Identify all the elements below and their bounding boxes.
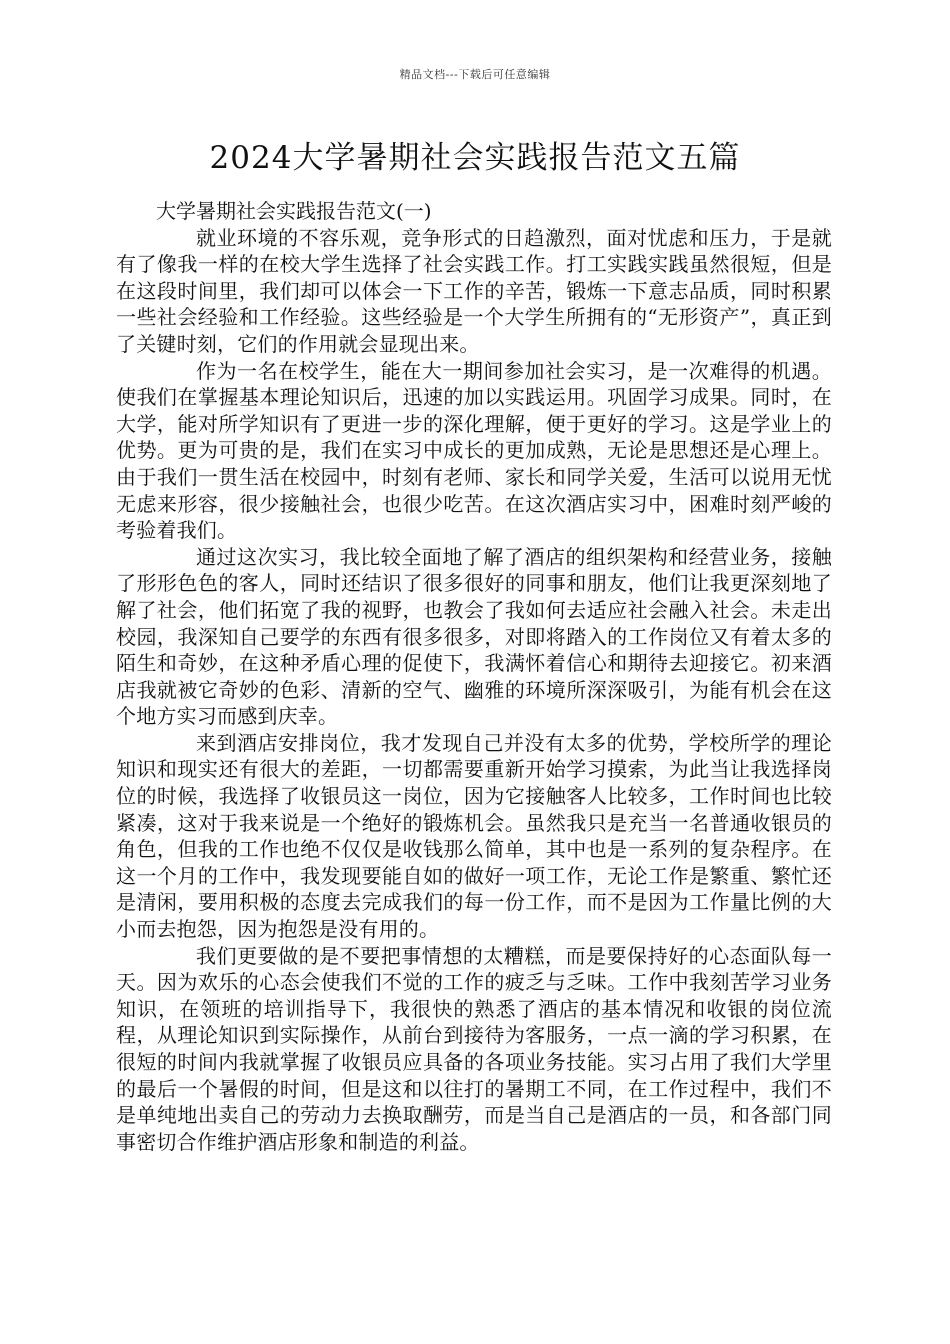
paragraph-4: 来到酒店安排岗位，我才发现自己并没有太多的优势，学校所学的理论知识和现实还有很大的差距，一切都需要重新开始学习摸索，为此当让我选择岗位的时候，我选择了收银员这一岗位，因为它接触客人比较多，工作时间也比较紧凑，这对于我来说是一个绝好的锻炼机会。虽然我只是充当一名普通收银员的角色，但我的工作也绝不仅仅是收钱那么简单，其中也是一系列的复杂程序。在这一个月的工作中，我发现要能自如的做好一项工作，无论工作是繁重、繁忙还是清闲，要用积极的态度去完成我们的每一份工作，而不是因为工作量比例的大小而去抱怨，因为抱怨是没有用的。 [116, 730, 832, 942]
section-heading: 大学暑期社会实践报告范文(一) [156, 199, 432, 223]
paragraph-5: 我们更要做的是不要把事情想的太糟糕，而是要保持好的心态面队每一天。因为欢乐的心态会使我们不觉的工作的疲乏与乏味。工作中我刻苦学习业务知识，在领班的培训指导下，我很快的熟悉了酒店的基本情况和收银的岗位流程，从理论知识到实际操作，从前台到接待为客服务，一点一滴的学习积累，在很短的时间内我就掌握了收银员应具备的各项业务技能。实习占用了我们大学里的最后一个暑假的时间，但是这和以往打的暑期工不同，在工作过程中，我们不是单纯地出卖自己的劳动力去换取酬劳，而是当自己是酒店的一员，和各部门同事密切合作维护酒店形象和制造的利益。 [116, 943, 832, 1154]
document-body [116, 198, 832, 1155]
header-note: 精品文档---下载后可任意编辑 [399, 68, 551, 81]
paragraph-3: 通过这次实习，我比较全面地了解了酒店的组织架构和经营业务，接触了形形色色的客人，同时还结识了很多很好的同事和朋友，他们让我更深刻地了解了社会，他们拓宽了我的视野，也教会了我如何去适应社会融入社会。未走出校园，我深知自己要学的东西有很多很多，对即将踏入的工作岗位又有着太多的陌生和奇妙，在这种矛盾心理的促使下，我满怀着信心和期待去迎接它。初来酒店我就被它奇妙的色彩、清新的空气、幽雅的环境所深深吸引，为能有机会在这个地方实习而感到庆幸。 [116, 544, 832, 729]
paragraph-2: 作为一名在校学生，能在大一期间参加社会实习，是一次难得的机遇。使我们在掌握基本理论知识后，迅速的加以实践运用。巩固学习成果。同时，在大学，能对所学知识有了更进一步的深化理解，便于更好的学习。这是学业上的优势。更为可贵的是，我们在实习中成长的更加成熟，无论是思想还是心理上。由于我们一贯生活在校园中，时刻有老师、家长和同学关爱，生活可以说用无忧无虑来形容，很少接触社会，也很少吃苦。在这次酒店实习中，困难时刻严峻的考验着我们。 [116, 358, 832, 543]
paragraph-1: 就业环境的不容乐观，竞争形式的日趋激烈，面对忧虑和压力，于是就有了像我一样的在校大学生选择了社会实践工作。打工实践实践虽然很短，但是在这段时间里，我们却可以体会一下工作的辛苦，锻炼一下意志品质，同时积累一些社会经验和工作经验。这些经验是一个大学生所拥有的“无形资产”，真正到了关键时刻，它们的作用就会显现出来。 [116, 225, 832, 356]
document-title: 2024大学暑期社会实践报告范文五篇 [209, 140, 741, 176]
